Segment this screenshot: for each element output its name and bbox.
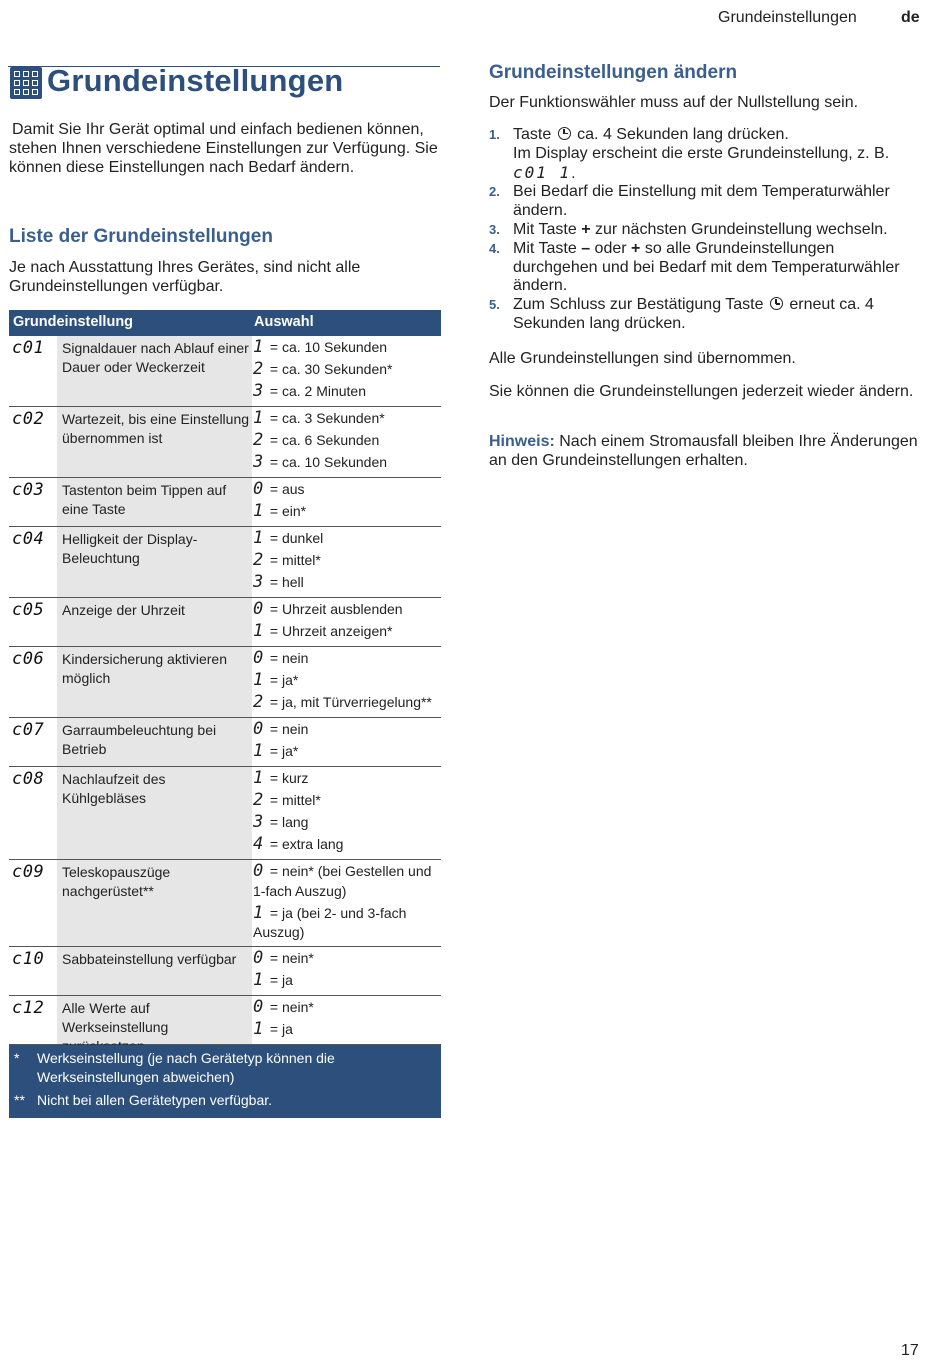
setting-description: Garraumbeleuchtung bei Betrieb bbox=[57, 718, 252, 766]
setting-options bbox=[253, 998, 441, 1042]
option-digit: 0 bbox=[253, 948, 264, 968]
setting-description: Sabbateinstellung verfügbar bbox=[57, 947, 252, 995]
table-row bbox=[9, 407, 441, 478]
option-text: = ja bbox=[266, 1021, 293, 1037]
table-row bbox=[9, 598, 441, 647]
option-text: = nein* (bei Gestellen und 1-fach Auszug) bbox=[253, 863, 432, 899]
option-text: = ja, mit Türverriegelung** bbox=[266, 694, 432, 710]
option-text: = hell bbox=[266, 574, 304, 590]
setting-options bbox=[253, 949, 441, 993]
setting-description: Nachlaufzeit des Kühlgebläses bbox=[57, 767, 252, 859]
option-text: = ca. 10 Sekunden bbox=[266, 339, 388, 355]
option-digit: 1 bbox=[253, 670, 264, 690]
option-text: = ca. 30 Sekunden* bbox=[266, 361, 393, 377]
setting-options bbox=[253, 862, 441, 945]
minus-icon: – bbox=[581, 239, 591, 257]
setting-description: Alle Werte auf Werkseinstellung bbox=[57, 996, 252, 1044]
option-digit: 0 bbox=[253, 997, 264, 1017]
option-digit: 1 bbox=[253, 741, 264, 761]
option-item bbox=[253, 949, 441, 969]
option-item bbox=[253, 998, 441, 1018]
option-digit: 3 bbox=[253, 572, 264, 592]
setting-description: Signaldauer nach Ablauf einer Dauer oder Weckerzeit bbox=[57, 336, 252, 406]
setting-code: c07 bbox=[12, 720, 45, 740]
column-header-setting: Grundeinstellung bbox=[13, 314, 134, 330]
setting-code: c10 bbox=[12, 949, 45, 969]
option-text: = ja bbox=[266, 972, 293, 988]
option-digit: 0 bbox=[253, 648, 264, 668]
option-digit: 1 bbox=[253, 528, 264, 548]
option-digit: 0 bbox=[253, 479, 264, 499]
option-text: = ca. 6 Sekunden bbox=[266, 432, 380, 448]
option-item bbox=[253, 769, 441, 789]
table-row bbox=[9, 718, 441, 767]
option-digit: 1 bbox=[253, 970, 264, 990]
note-text: Nach einem Stromausfall bleiben Ihre Änderungen an den Grundeinstellungen erhalten. bbox=[489, 433, 918, 469]
setting-options bbox=[253, 338, 441, 404]
option-text: = nein bbox=[266, 650, 309, 666]
option-text: = ca. 10 Sekunden bbox=[266, 454, 388, 470]
option-text: = nein* bbox=[266, 999, 314, 1015]
option-text: = ein* bbox=[266, 503, 307, 519]
option-digit: 2 bbox=[253, 430, 264, 450]
option-item bbox=[253, 480, 441, 500]
step-item: 5. Zum Schluss zur Bestätigung Taste erneut ca. 4 Sekunden lang drücken. bbox=[489, 296, 874, 332]
footnote-text: Nicht bei allen Gerätetypen verfügbar. bbox=[37, 1092, 273, 1108]
setting-options bbox=[253, 720, 441, 764]
option-item bbox=[253, 360, 441, 380]
setting-code: c02 bbox=[12, 409, 45, 429]
table-row bbox=[9, 947, 441, 996]
table-row bbox=[9, 647, 441, 718]
option-item bbox=[253, 671, 441, 691]
option-digit: 3 bbox=[253, 381, 264, 401]
option-item bbox=[253, 971, 441, 991]
table-row bbox=[9, 996, 441, 1045]
option-item bbox=[253, 409, 441, 429]
option-item bbox=[253, 791, 441, 811]
list-heading: Liste der Grundeinstellungen bbox=[9, 226, 273, 247]
option-digit: 1 bbox=[253, 337, 264, 357]
settings-grid-icon bbox=[10, 67, 42, 99]
setting-options bbox=[253, 480, 441, 524]
option-digit: 1 bbox=[253, 501, 264, 521]
option-item bbox=[253, 382, 441, 402]
settings-table bbox=[9, 310, 441, 1118]
footnote bbox=[9, 1049, 441, 1087]
option-digit: 0 bbox=[253, 599, 264, 619]
language-code: de bbox=[901, 9, 920, 26]
step-item: 3. Mit Taste + zur nächsten Grundeinstellung wechseln. bbox=[489, 220, 888, 238]
option-item bbox=[253, 338, 441, 358]
option-text: = mittel* bbox=[266, 792, 321, 808]
option-item bbox=[253, 529, 441, 549]
setting-description: Wartezeit, bis eine Einstellung übernommen ist bbox=[57, 407, 252, 477]
option-text: = nein* bbox=[266, 950, 314, 966]
option-item bbox=[253, 453, 441, 473]
option-digit: 1 bbox=[253, 768, 264, 788]
setting-options bbox=[253, 409, 441, 475]
option-text: = Uhrzeit ausblenden bbox=[266, 601, 403, 617]
table-header bbox=[9, 310, 441, 336]
change-heading: Grundeinstellungen ändern bbox=[489, 62, 738, 83]
option-text: = lang bbox=[266, 814, 309, 830]
column-header-selection: Auswahl bbox=[254, 314, 314, 330]
option-digit: 2 bbox=[253, 550, 264, 570]
display-readout: c01 1 bbox=[513, 162, 572, 182]
option-digit: 1 bbox=[253, 621, 264, 641]
setting-description: Helligkeit der Display-Beleuchtung bbox=[57, 527, 252, 597]
setting-options bbox=[253, 649, 441, 715]
option-text: = kurz bbox=[266, 770, 309, 786]
option-text: = nein bbox=[266, 721, 309, 737]
table-row bbox=[9, 478, 441, 527]
option-item bbox=[253, 904, 441, 943]
step-item: 2. Bei Bedarf die Einstellung mit dem Temperaturwähler ändern. bbox=[489, 183, 890, 220]
setting-code: c01 bbox=[12, 338, 45, 358]
footnote-mark: ** bbox=[14, 1092, 25, 1108]
option-digit: 1 bbox=[253, 902, 264, 923]
setting-code: c05 bbox=[12, 600, 45, 620]
table-footnotes bbox=[9, 1045, 441, 1118]
steps-list bbox=[489, 126, 919, 334]
option-item bbox=[253, 720, 441, 740]
table-row bbox=[9, 336, 441, 407]
setting-options bbox=[253, 529, 441, 595]
option-item bbox=[253, 551, 441, 571]
option-digit: 0 bbox=[253, 719, 264, 739]
setting-code: c06 bbox=[12, 649, 45, 669]
note bbox=[489, 433, 919, 471]
option-text: = ca. 3 Sekunden* bbox=[266, 410, 385, 426]
option-item bbox=[253, 622, 441, 642]
page-title: Grundeinstellungen bbox=[47, 63, 344, 98]
option-digit: 2 bbox=[253, 790, 264, 810]
plus-icon: + bbox=[581, 220, 591, 238]
step-item: 4. Mit Taste – oder + so alle Grundeinstellungen durchgehen und bei Bedarf mit dem Temperaturwähler ändern. bbox=[489, 239, 900, 295]
running-header-title: Grundeinstellungen bbox=[718, 9, 857, 26]
option-digit: 3 bbox=[253, 812, 264, 832]
setting-code: c12 bbox=[12, 998, 45, 1018]
setting-options bbox=[253, 600, 441, 644]
option-digit: 1 bbox=[253, 408, 264, 428]
plus-icon: + bbox=[631, 239, 641, 257]
option-item bbox=[253, 742, 441, 762]
option-text: = ja* bbox=[266, 672, 299, 688]
note-label: Hinweis: bbox=[489, 433, 555, 450]
setting-code: c04 bbox=[12, 529, 45, 549]
setting-code: c09 bbox=[12, 862, 45, 882]
option-item bbox=[253, 862, 441, 901]
clock-icon bbox=[770, 297, 783, 310]
option-digit: 2 bbox=[253, 359, 264, 379]
option-item bbox=[253, 649, 441, 669]
footnote bbox=[9, 1091, 441, 1110]
option-item bbox=[253, 573, 441, 593]
setting-description: Kindersicherung aktivieren möglich bbox=[57, 647, 252, 717]
option-item bbox=[253, 600, 441, 620]
option-digit: 3 bbox=[253, 452, 264, 472]
option-item bbox=[253, 813, 441, 833]
result-text: Alle Grundeinstellungen sind übernommen. bbox=[489, 350, 796, 367]
intro-paragraph: Damit Sie Ihr Gerät optimal und einfach bedienen können, stehen Ihnen verschiedene Einstellungen zur Verfügung. Sie können diese Einstellungen nach Bedarf ändern. bbox=[9, 121, 438, 176]
page-number: 17 bbox=[901, 1342, 919, 1359]
option-text: = extra lang bbox=[266, 836, 344, 852]
option-item bbox=[253, 431, 441, 451]
anytime-text: Sie können die Grundeinstellungen jederzeit wieder ändern. bbox=[489, 383, 914, 400]
option-text: = ja (bei 2- und 3-fach Auszug) bbox=[253, 904, 407, 940]
table-row bbox=[9, 767, 441, 860]
option-text: = mittel* bbox=[266, 552, 321, 568]
table-body bbox=[9, 336, 441, 1045]
setting-description: Anzeige der Uhrzeit bbox=[57, 598, 252, 646]
option-text: = ca. 2 Minuten bbox=[266, 383, 367, 399]
setting-description: Teleskopauszüge nachgerüstet** bbox=[57, 860, 252, 946]
option-text: = ja* bbox=[266, 743, 299, 759]
option-text: = dunkel bbox=[266, 530, 324, 546]
option-item bbox=[253, 693, 441, 713]
option-digit: 4 bbox=[253, 834, 264, 854]
option-text: = aus bbox=[266, 481, 305, 497]
option-item bbox=[253, 1020, 441, 1040]
option-digit: 1 bbox=[253, 1019, 264, 1039]
option-digit: 2 bbox=[253, 692, 264, 712]
footnote-text: Werkseinstellung (je nach Gerätetyp können die Werkseinstellungen abweichen) bbox=[37, 1050, 335, 1085]
step-item: 1. Taste ca. 4 Sekunden lang drücken. Im Display erscheint die erste Grundeinstellung, z. B. c01 1. bbox=[489, 126, 890, 182]
option-item bbox=[253, 835, 441, 855]
option-item bbox=[253, 502, 441, 522]
setting-code: c03 bbox=[12, 480, 45, 500]
footnote-mark: * bbox=[14, 1050, 20, 1066]
setting-description: Tastenton beim Tippen auf eine Taste bbox=[57, 478, 252, 526]
setting-code: c08 bbox=[12, 769, 45, 789]
option-digit: 0 bbox=[253, 861, 264, 881]
table-row bbox=[9, 527, 441, 598]
table-row bbox=[9, 860, 441, 947]
list-intro: Je nach Ausstattung Ihres Gerätes, sind nicht alle Grundeinstellungen verfügbar. bbox=[9, 259, 361, 295]
option-text: = Uhrzeit anzeigen* bbox=[266, 623, 393, 639]
clock-icon bbox=[558, 127, 571, 140]
setting-options bbox=[253, 769, 441, 857]
prerequisite-text: Der Funktionswähler muss auf der Nullstellung sein. bbox=[489, 94, 859, 111]
